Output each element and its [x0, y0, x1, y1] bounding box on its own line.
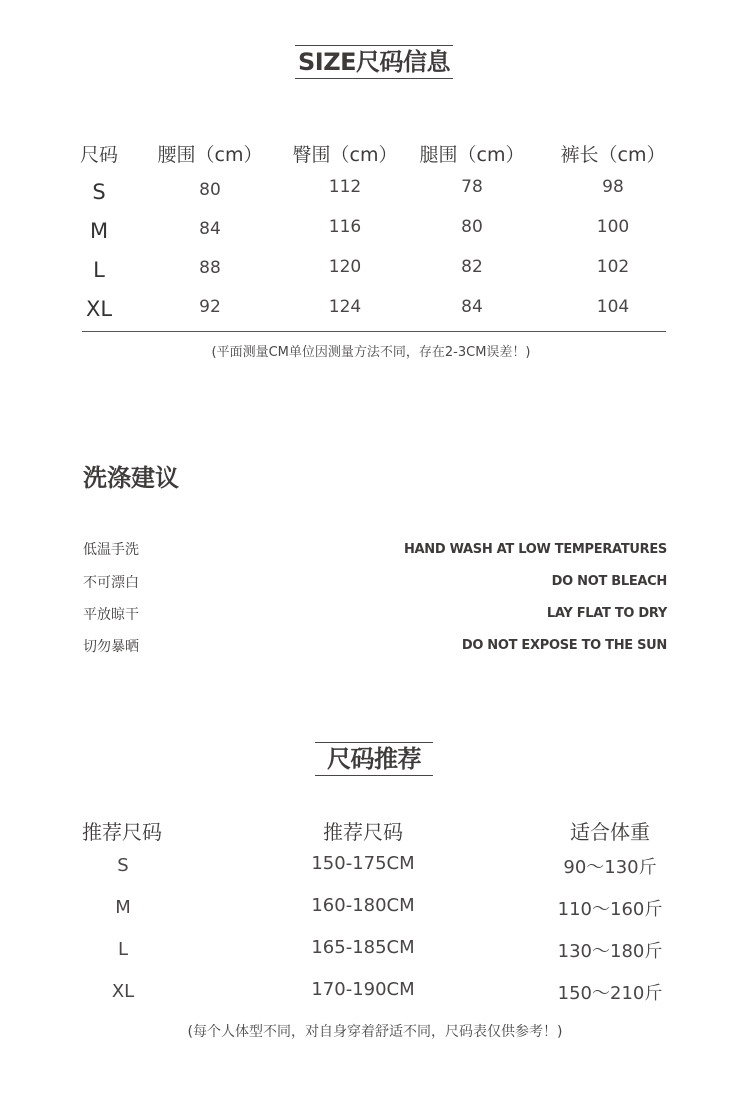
row-thigh: 80: [461, 217, 483, 237]
care-en-label: DO NOT EXPOSE TO THE SUN: [461, 638, 667, 653]
care-cn-label: 切勿暴晒: [83, 639, 139, 655]
row-weight: 150～210斤: [557, 983, 663, 1004]
header-length: 裤长（cm）: [560, 144, 666, 166]
header-recommend-height: 推荐尺码: [323, 820, 403, 844]
row-height: 160-180CM: [311, 895, 415, 916]
row-thigh: 82: [461, 257, 483, 277]
header-thigh: 腿围（cm）: [419, 144, 525, 166]
row-hip: 124: [328, 297, 362, 317]
table-divider: [82, 331, 666, 332]
row-length: 100: [596, 217, 630, 237]
care-en-label: LAY FLAT TO DRY: [546, 606, 667, 621]
row-hip: 120: [328, 257, 362, 277]
row-height: 150-175CM: [311, 853, 415, 874]
row-hip: 112: [328, 177, 362, 197]
header-hip: 臀围（cm）: [292, 144, 398, 166]
row-size: M: [115, 897, 131, 918]
row-size: XL: [85, 297, 113, 321]
row-waist: 88: [199, 258, 221, 278]
care-en-label: HAND WASH AT LOW TEMPERATURES: [403, 542, 667, 557]
row-length: 104: [596, 297, 630, 317]
row-height: 170-190CM: [311, 979, 415, 1000]
row-size: L: [117, 939, 129, 960]
row-length: 98: [602, 177, 624, 197]
header-waist: 腰围（cm）: [157, 144, 263, 166]
row-size: XL: [111, 981, 135, 1002]
care-cn-label: 平放晾干: [83, 607, 139, 623]
row-weight: 130～180斤: [557, 941, 663, 962]
header-suitable-weight: 适合体重: [570, 820, 650, 844]
row-weight: 90～130斤: [563, 857, 657, 878]
row-waist: 80: [199, 180, 221, 200]
care-en-label: DO NOT BLEACH: [551, 574, 667, 589]
care-cn-label: 低温手洗: [83, 542, 139, 558]
header-size: 尺码: [79, 144, 119, 166]
row-size: M: [89, 219, 109, 243]
header-recommend-size: 推荐尺码: [82, 820, 162, 844]
row-hip: 116: [328, 217, 362, 237]
row-size: S: [92, 180, 106, 204]
row-thigh: 78: [461, 177, 483, 197]
measurement-note: (平面测量CM单位因测量方法不同，存在2-3CM误差！): [211, 345, 531, 360]
care-title: 洗涤建议: [83, 464, 179, 492]
row-size: L: [93, 258, 105, 282]
row-waist: 92: [199, 297, 221, 317]
recommend-title: 尺码推荐: [315, 742, 433, 776]
care-cn-label: 不可漂白: [83, 575, 139, 591]
row-waist: 84: [199, 219, 221, 239]
row-size: S: [117, 855, 129, 876]
row-thigh: 84: [461, 297, 483, 317]
size-title: SIZE尺码信息: [295, 45, 453, 79]
row-length: 102: [596, 257, 630, 277]
recommend-note: (每个人体型不同，对自身穿着舒适不同，尺码表仅供参考！): [187, 1024, 563, 1040]
row-weight: 110～160斤: [557, 899, 663, 920]
row-height: 165-185CM: [311, 937, 415, 958]
